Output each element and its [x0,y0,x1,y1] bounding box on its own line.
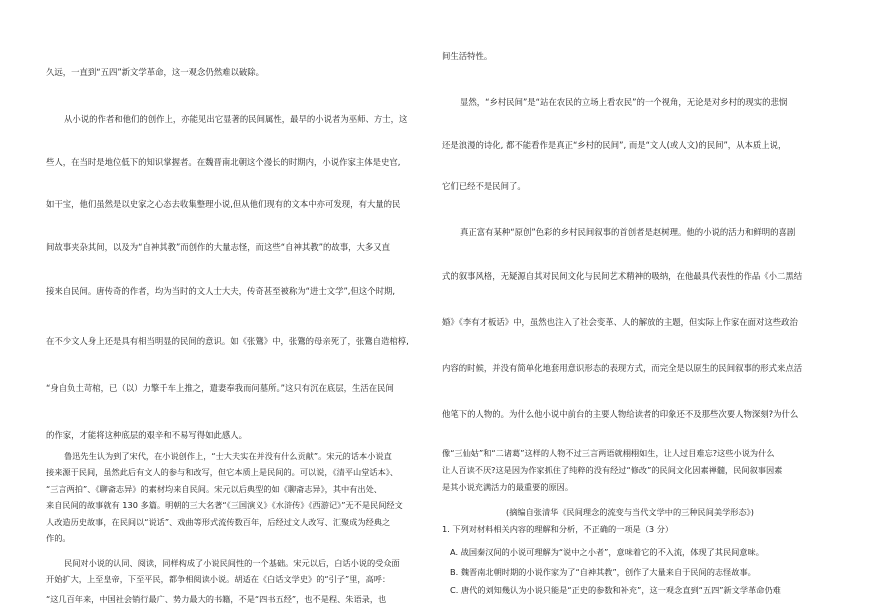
left-text-line: 久远，一直到“五四”新文学革命，这一观念仍然难以破除。 [46,67,265,77]
right-text-line: 像“三仙姑”和“二诸葛”这样的人物不过三言两语就栩栩如生，让人过目难忘?这些小说为什么 [442,448,775,458]
right-text-line: (摘编自张清华《民间理念的流变与当代文学中的三种民间美学形态》) [506,507,754,517]
left-text-line: 接来自民间。唐传奇的作者，均为当时的文人士大夫，传奇甚至被称为“进士文学”,但这个时期, [46,286,395,296]
right-text-line: C. 唐代的刘知幾认为小说只能是“正史的参数和补充”，这一观念直到“五四”新文学革命仍难 [450,585,781,595]
right-text-line: 间生活特性。 [442,51,493,61]
left-text-line: 的作家，才能将这种底层的艰辛和不易写得如此感人。 [46,430,247,440]
left-text-line: 作的。 [46,533,71,543]
right-text-line: 式的叙事风格，无疑源自其对民间文化与民间艺术精神的吸纳，在他最具代表性的作品《小二黑结 [442,271,803,281]
right-text-line: 1. 下列对材料相关内容的理解和分析，不正确的一项是（3 分） [442,524,674,534]
right-text-line: 显然，“乡村民间”是“站在农民的立场上看农民”的一个视角，无论是对乡村的现实的悲悯 [460,97,788,107]
left-text-line: 些人，在当时是地位低下的知识掌握者。在魏晋南北朝这个漫长的时期内，小说作家主体是史官, [46,157,401,167]
right-text-line: 它们已经不是民间了。 [442,181,526,191]
right-text-line: 是其小说充满活力的最重要的原因。 [442,482,574,492]
right-text-line: 婚》《李有才板话》中，虽然也注入了社会变革、人的解放的主题，但实际上作家在面对这些政治 [442,317,798,327]
left-text-line: 从小说的作者和他们的创作上，亦能见出它显著的民间属性，最早的小说者为巫师、方士，这 [64,114,408,124]
left-text-line: 如干宝，他们虽然是以史家之心态去收集整理小说,但从他们现有的文本中亦可发现，有大量的民 [46,199,401,209]
left-text-line: 来自民间的故事就有 130 多篇。明朝的三大名著“《三国演义》《水浒传》《西游记》”无不是民间经文 [46,500,403,510]
right-text-line: 真正富有某种“原创”色彩的乡村民间叙事的首创者是赵树理。他的小说的活力和鲜明的喜剧 [460,227,796,237]
left-text-line: 民间对小说的认同、阅读，同样构成了小说民间性的一个基础。宋元以后，白话小说的受众面 [64,558,400,568]
left-text-line: 接来源于民间，虽然此后有文人的参与和改写，但它本质上是民间的。可以说，《清平山堂话本》、 [46,467,399,477]
right-text-line: 让人百读不厌?这是因为作家抓住了纯粹的没有经过“修改”的民间文化因素禅髓，民间叙事因素 [442,465,783,475]
left-text-line: “身自负土苛棺，已（以）力擎千车上推之，遣妻奉我而问墓所。”这只有沉在底层，生活在民间 [46,383,394,393]
left-text-line: “这几百年来，中国社会销行最广、势力最大的书籍，不是“四书五经”，也不是程、朱语录，也 [46,594,387,604]
left-text-line: 间故事夹杂其间，以及为“自神其教”而创作的大量志怪，而这些“自神其教”的故事，大多又直 [46,242,390,252]
right-text-line: A. 战国秦汉间的小说可理解为“说中之小者”，意味着它的不入流，体现了其民间意味。 [450,547,764,557]
right-text-line: B. 魏晋南北朝时期的小说作家为了“自神其教”，创作了大量来自于民间的志怪故事。 [450,567,756,577]
left-text-line: 开始扩大，上至皇帝，下至平民，都争相阅读小说。胡适在《白话文学史》的“引子”里，高呼： [46,574,391,584]
left-text-line: “三言两拍”、《聊斋志异》的素材均来自民间。宋元以后典型的如《聊斋志异》，其中有出处、 [46,484,382,494]
right-text-line: 他笔下的人物的。为什么他小说中前台的主要人物给读者的印象还不及那些次要人物深刻?为什么 [442,409,799,419]
right-text-line: 内容的时候，并没有简单化地套用意识形态的表现方式，而完全是以原生的民间叙事的形式来点活 [442,363,803,373]
left-text-line: 在不少文人身上还是具有相当明显的民间的意识。如《张鷟》中，张鷟的母亲死了，张鷟自造棺椁, [46,336,409,346]
right-text-line: 还是浪漫的诗化, 都不能看作是真正“乡村的民间”, 而是“文人(或人文)的民间”，从本质上说， [442,140,787,150]
left-text-line: 鲁迅先生认为到了宋代，在小说创作上，“士大夫实在并没有什么贡献”。宋元的话本小说直 [64,451,392,461]
left-text-line: 人改造历史故事，在民间以“说话”、戏曲等形式流传数百年，后经过文人改写、汇聚成为经典之 [46,517,391,527]
